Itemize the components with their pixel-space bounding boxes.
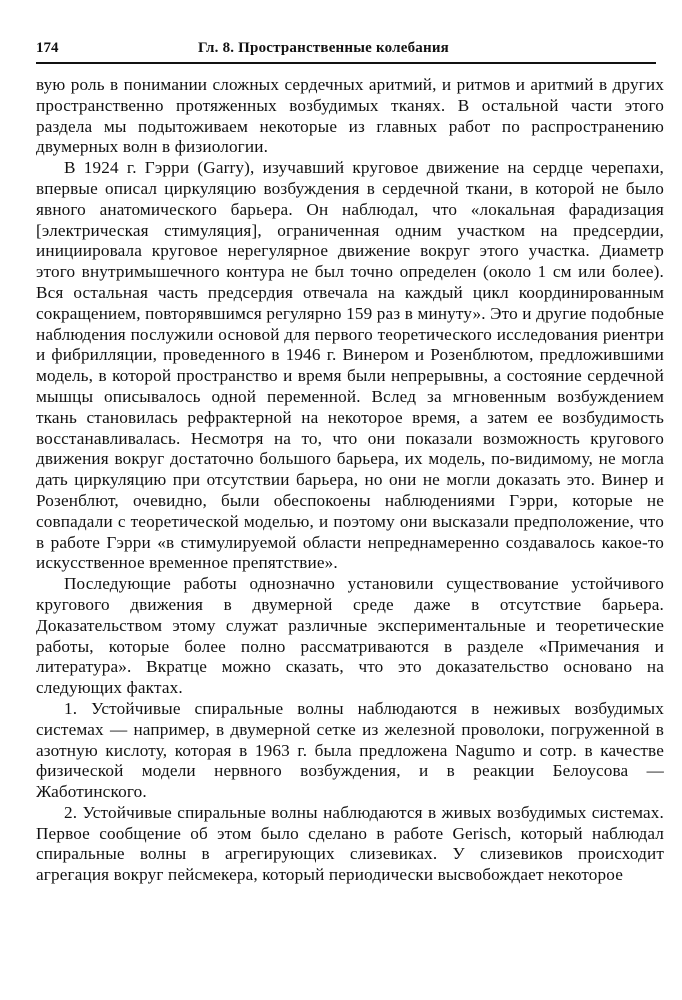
paragraph-1: вую роль в понимании сложных сердечных аритмий, и ритмов и аритмий в других пространственно протяженных возбудимых тканях. В остальной части этого раздела мы подытоживаем некоторые из главных работ по распространению двумерных волн в физиологии.: [36, 75, 664, 157]
header-rule: [36, 62, 656, 64]
running-title: Гл. 8. Пространственные колебания: [198, 40, 449, 56]
paragraph-2: В 1924 г. Гэрри (Garry), изучавший круговое движение на сердце черепахи, впервые описал циркуляцию возбуждения в сердечной ткани, в которой не было явного анатомического барьера. Он наблюдал, что «локальная фарадизация [электрическая стимуляция], ограниченная одним участком на предсердии, инициировала круговое нерегулярное движение вокруг этого участка. Диаметр этого внутримышечного контура не был точно определен (около 1 см или более). Вся остальная часть предсердия отвечала на каждый цикл координированным сокращением, повторявшимся регулярно 159 раз в минуту». Это и другие подобные наблюдения послужили основой для первого теоретического исследования риентри и фибрилляции, проведенного в 1946 г. Винером и Розенблютом, предложившими модель, в которой пространство и время были непрерывны, а состояние сердечной мышцы описывалось одной переменной. Вслед за мгновенным возбуждением ткань становилась рефрактерной на некоторое время, а затем ее возбудимость восстанавливалась. Несмотря на то, что они показали возможность кругового движения вокруг достаточно большого барьера, их модель, по-видимому, не могла дать циркуляцию при отсутствии барьера, но они не могли доказать это. Винер и Розенблют, очевидно, были обеспокоены наблюдениями Гэрри, которые не совпадали с теоретической моделью, и поэтому они высказали предположение, что в работе Гэрри «в стимулируемой области непреднамеренно создавалось какое-то искусственное временное препятствие».: [36, 158, 664, 573]
paragraph-3: Последующие работы однозначно установили существование устойчивого кругового движения в двумерной среде даже в отсутствие барьера. Доказательством этому служат различные экспериментальные и теоретические работы, которые более полно рассматриваются в разделе «Примечания и литература». Вкратце можно сказать, что это доказательство основано на следующих фактах.: [36, 574, 664, 698]
page-header: [36, 40, 656, 66]
page-number: 174: [36, 40, 59, 56]
paragraph-item-2: 2. Устойчивые спиральные волны наблюдаются в живых возбудимых системах. Первое сообщение об этом было сделано в работе Gerisch, который наблюдал спиральные волны в агрегирующих слизевиках. У слизевиков происходит агрегация вокруг пейсмекера, который периодически высвобождает некоторое: [36, 802, 664, 885]
paragraph-item-1: 1. Устойчивые спиральные волны наблюдаются в неживых возбудимых системах — например, в двумерной сетке из железной проволоки, погруженной в азотную кислоту, которая в 1963 г. была предложена Nagumo и сотр. в качестве физической модели нервного возбуждения, и в реакции Белоусова — Жаботинского.: [36, 698, 664, 802]
body-text: [36, 75, 664, 886]
